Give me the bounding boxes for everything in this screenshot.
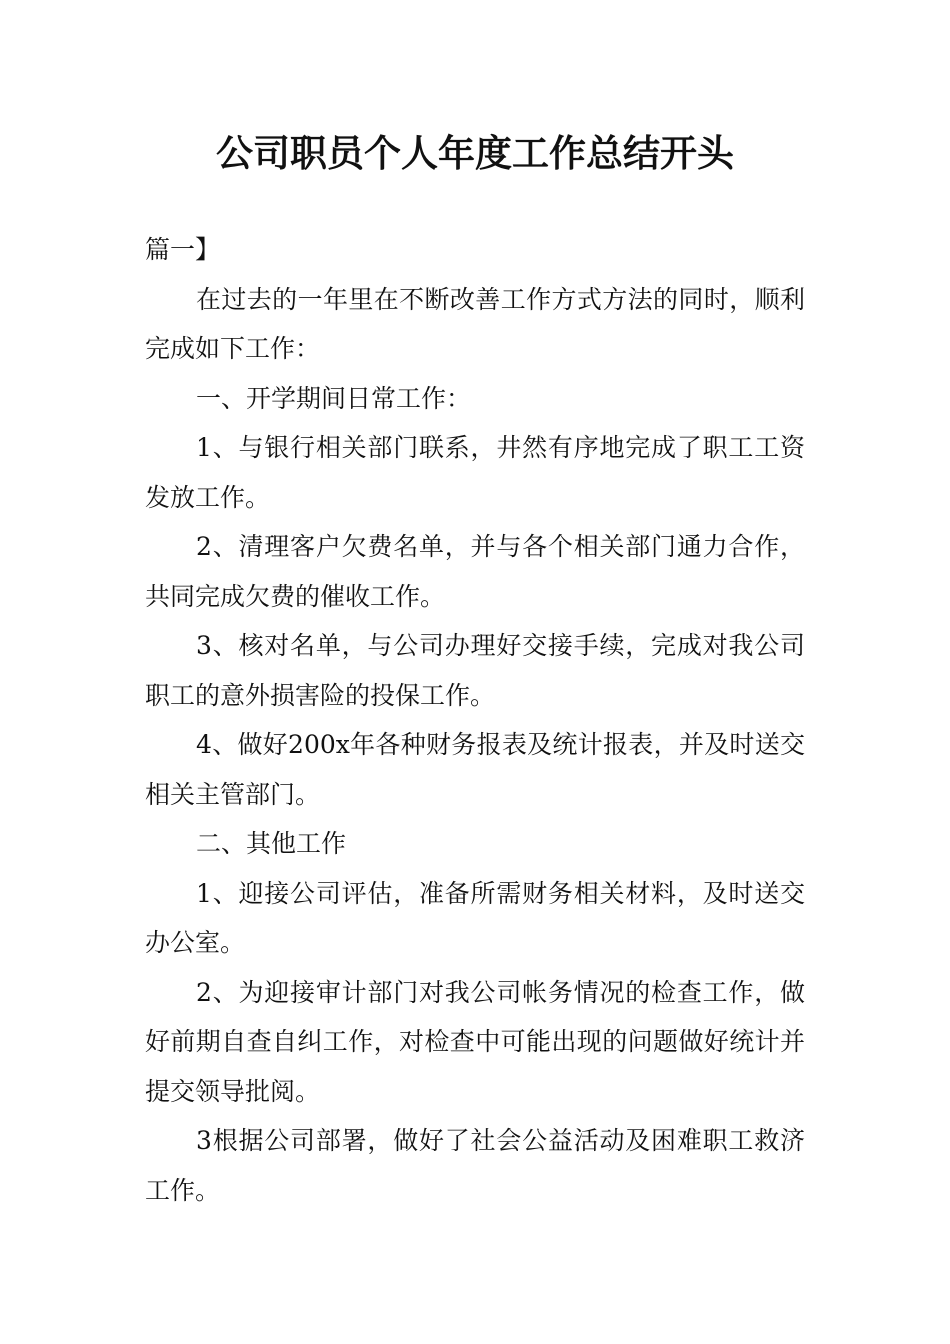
paragraph-item-3: 3、核对名单，与公司办理好交接手续，完成对我公司职工的意外损害险的投保工作。: [145, 631, 805, 710]
paragraph-other-3: 3根据公司部署，做好了社会公益活动及困难职工救济工作。: [145, 1126, 805, 1205]
section-label: 篇一】: [145, 235, 221, 264]
paragraph-intro: 在过去的一年里在不断改善工作方式方法的同时，顺利完成如下工作：: [145, 284, 805, 363]
paragraph-item-1: 1、与银行相关部门联系，井然有序地完成了职工工资发放工作。: [145, 433, 805, 512]
paragraph-item-4: 4、做好200x年各种财务报表及统计报表，并及时送交相关主管部门。: [145, 730, 805, 809]
document-title: 公司职员个人年度工作总结开头: [216, 131, 734, 175]
paragraph-item-2: 2、清理客户欠费名单，并与各个相关部门通力合作，共同完成欠费的催收工作。: [145, 532, 805, 611]
paragraph-other-1: 1、迎接公司评估，准备所需财务相关材料，及时送交办公室。: [145, 878, 805, 957]
heading-other-work: 二、其他工作: [196, 829, 347, 858]
paragraph-other-2: 2、为迎接审计部门对我公司帐务情况的检查工作，做好前期自查自纠工作，对检查中可能出现的问题做好统计并提交领导批阅。: [145, 977, 805, 1106]
heading-daily-work: 一、开学期间日常工作：: [196, 383, 472, 413]
document-body: [145, 225, 805, 1215]
